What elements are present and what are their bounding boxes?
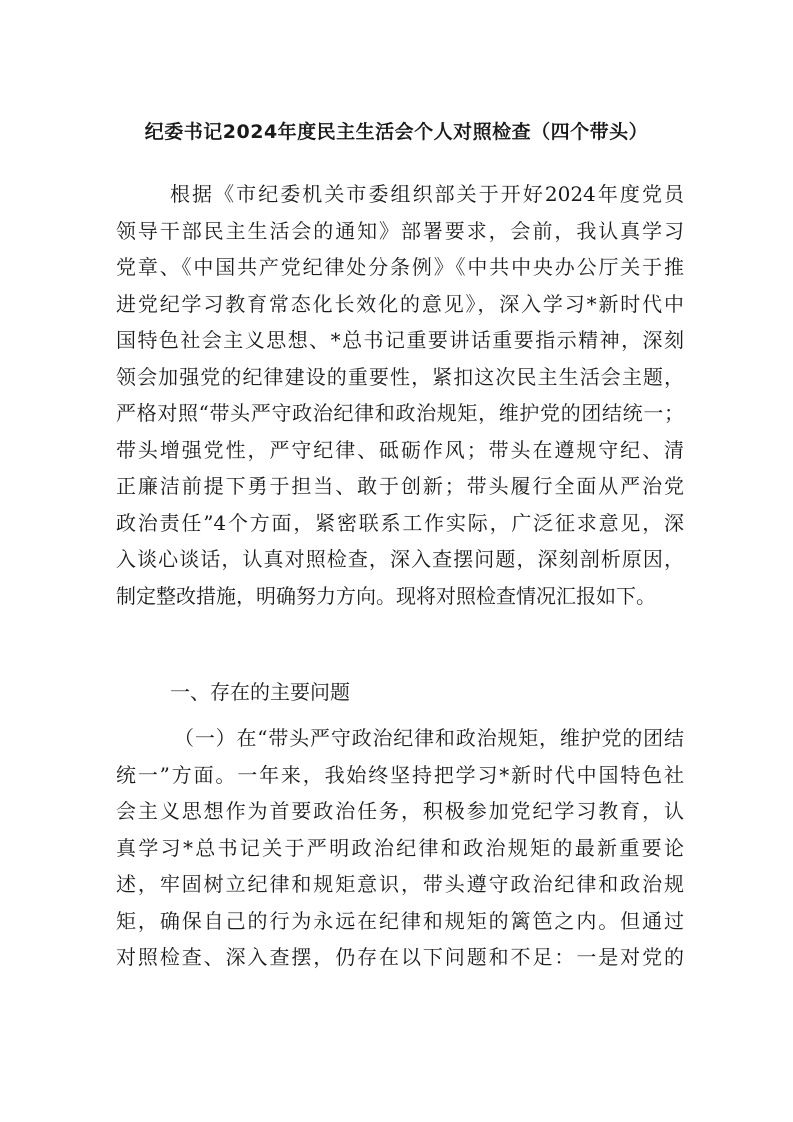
section-heading-text: 一、存在的主要问题 [170,680,350,704]
paragraph-section-one [116,720,684,976]
paragraph-line: 矩，确保自己的行为永远在纪律和规矩的篱笆之内。但通过 [116,908,684,933]
paragraph-line: 述，牢固树立纪律和规矩意识，带头遵守政治纪律和政治规 [116,872,684,896]
paragraph-line: 制定整改措施，明确努力方向。现将对照检查情况汇报如下。 [116,583,656,608]
paragraph-line: 党章、《中国共产党纪律处分条例》《中共中央办公厅关于推 [116,255,684,279]
section-heading [116,674,684,711]
paragraph-line: 进党纪学习教育常态化长效化的意见》，深入学习*新时代中 [116,291,684,316]
paragraph-line: 真学习*总书记关于严明政治纪律和政治规矩的最新重要论 [116,835,684,860]
document-title: 纪委书记2024年度民主生活会个人对照检查（四个带头） [144,121,649,143]
paragraph-line: 正廉洁前提下勇于担当、敢于创新；带头履行全面从严治党 [116,474,684,498]
paragraph-line: 带头增强党性，严守纪律、砥砺作风；带头在遵规守纪、清 [116,437,684,462]
paragraph-line: 政治责任”4个方面，紧密联系工作实际，广泛征求意见，深 [116,510,684,535]
paragraph-line: 会主义思想作为首要政治任务，积极参加党纪学习教育，认 [116,799,684,823]
paragraph-line: 根据《市纪委机关市委组织部关于开好2024年度党员 [170,182,684,206]
paragraph-line: 领会加强党的纪律建设的重要性，紧扣这次民主生活会主题， [116,364,684,389]
paragraph-intro [116,176,684,614]
paragraph-line: 严格对照“带头严守政治纪律和政治规矩，维护党的团结统一； [116,401,684,425]
paragraph-line: 统一”方面。一年来，我始终坚持把学习*新时代中国特色社 [116,762,684,787]
paragraph-line: 领导干部民主生活会的通知》部署要求，会前，我认真学习 [116,218,684,243]
paragraph-line: 国特色社会主义思想、*总书记重要讲话重要指示精神，深刻 [116,328,684,352]
paragraph-line: （一）在“带头严守政治纪律和政治规矩，维护党的团结 [174,726,684,750]
paragraph-line: 入谈心谈话，认真对照检查，深入查摆问题，深刻剖析原因， [116,547,684,571]
paragraph-line: 对照检查、深入查摆，仍存在以下问题和不足：一是对党的 [116,945,684,969]
